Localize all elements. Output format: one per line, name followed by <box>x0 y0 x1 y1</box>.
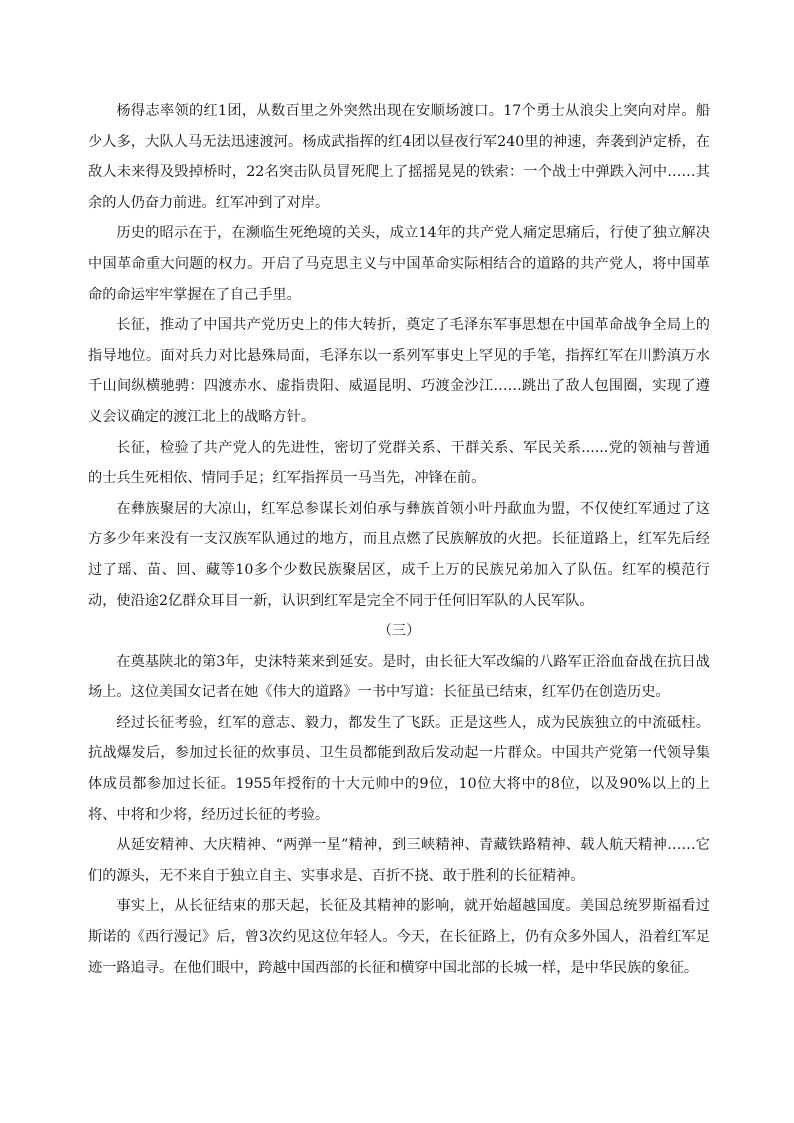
paragraph-historical-lesson: 历史的昭示在于，在濒临生死绝境的关头，成立14年的共产党人痛定思痛后，行使了独立解决中国革命重大问题的权力。开启了马克思主义与中国革命实际相结合的道路的共产党人，将中国革命的命运牢牢掌握在了自己手里。 <box>88 225 710 303</box>
paragraph-international-influence: 事实上，从长征结束的那天起，长征及其精神的影响，就开始超越国度。美国总统罗斯福看过斯诺的《西行漫记》后，曾3次约见这位年轻人。今天，在长征路上，仍有众多外国人，沿着红军足迹一路追寻。在他们眼中，跨越中国西部的长征和横穿中国北部的长城一样，是中华民族的象征。 <box>88 898 710 976</box>
document-page <box>88 96 710 983</box>
section-heading: （三） <box>377 623 421 640</box>
paragraph-anshunchang-crossing: 杨得志率领的红1团，从数百里之外突然出现在安顺场渡口。17个勇士从浪尖上突向对岸。船少人多，大队人马无法迅速渡河。杨成武指挥的红4团以昼夜行军240里的神速，奔袭到泸定桥，在敌人未来得及毁掉桥时，22名突击队员冒死爬上了摇摇晃晃的铁索：一个战士中弹跌入河中……其余的人仍奋力前进。红军冲到了对岸。 <box>88 103 710 211</box>
paragraph-party-test: 长征，检验了共产党人的先进性，密切了党群关系、干群关系、军民关系......党的领袖与普通的士兵生死相依、情同手足；红军指挥员一马当先，冲锋在前。 <box>88 439 710 487</box>
paragraph-long-march-test: 经过长征考验，红军的意志、毅力，都发生了飞跃。正是这些人，成为民族独立的中流砥柱。抗战爆发后，参加过长征的炊事员、卫生员都能到敌后发动起一片群众。中国共产党第一代领导集体成员都参加过长征。1955年授衔的十大元帅中的9位，10位大将中的8位，以及90%以上的上将、中将和少将，经历过长征的考验。 <box>88 714 710 823</box>
paragraph-daliangshan-alliance: 在彝族聚居的大凉山，红军总参谋长刘伯承与彝族首领小叶丹歃血为盟，不仅使红军通过了这方多少年来没有一支汉族军队通过的地方，而且点燃了民族解放的火把。长征道路上，红军先后经过了瑶、苗、回、藏等10多个少数民族聚居区，成千上万的民族兄弟加入了队伍。红军的模范行动，使沿途2亿群众耳目一新，认识到红军是完全不同于任何旧军队的人民军队。 <box>88 500 710 609</box>
paragraph-smedley-yanan: 在奠基陕北的第3年，史沫特莱来到延安。是时，由长征大军改编的八路军正浴血奋战在抗日战场上。这位美国女记者在她《伟大的道路》一书中写道：长征虽已结束，红军仍在创造历史。 <box>88 653 710 701</box>
paragraph-historic-turning-point: 长征，推动了中国共产党历史上的伟大转折，奠定了毛泽东军事思想在中国革命战争全局上的指导地位。面对兵力对比悬殊局面，毛泽东以一系列军事史上罕见的手笔，指挥红军在川黔滇万水千山间纵横驰骋：四渡赤水、虚指贵阳、威逼昆明、巧渡金沙江……跳出了敌人包围圈，实现了遵义会议确定的渡江北上的战略方针。 <box>88 317 710 425</box>
paragraph-spirit-source: 从延安精神、大庆精神、“两弹一星”精神，到三峡精神、青藏铁路精神、载人航天精神……它们的源头，无不来自于独立自主、实事求是、百折不挠、敢于胜利的长征精神。 <box>88 837 710 884</box>
